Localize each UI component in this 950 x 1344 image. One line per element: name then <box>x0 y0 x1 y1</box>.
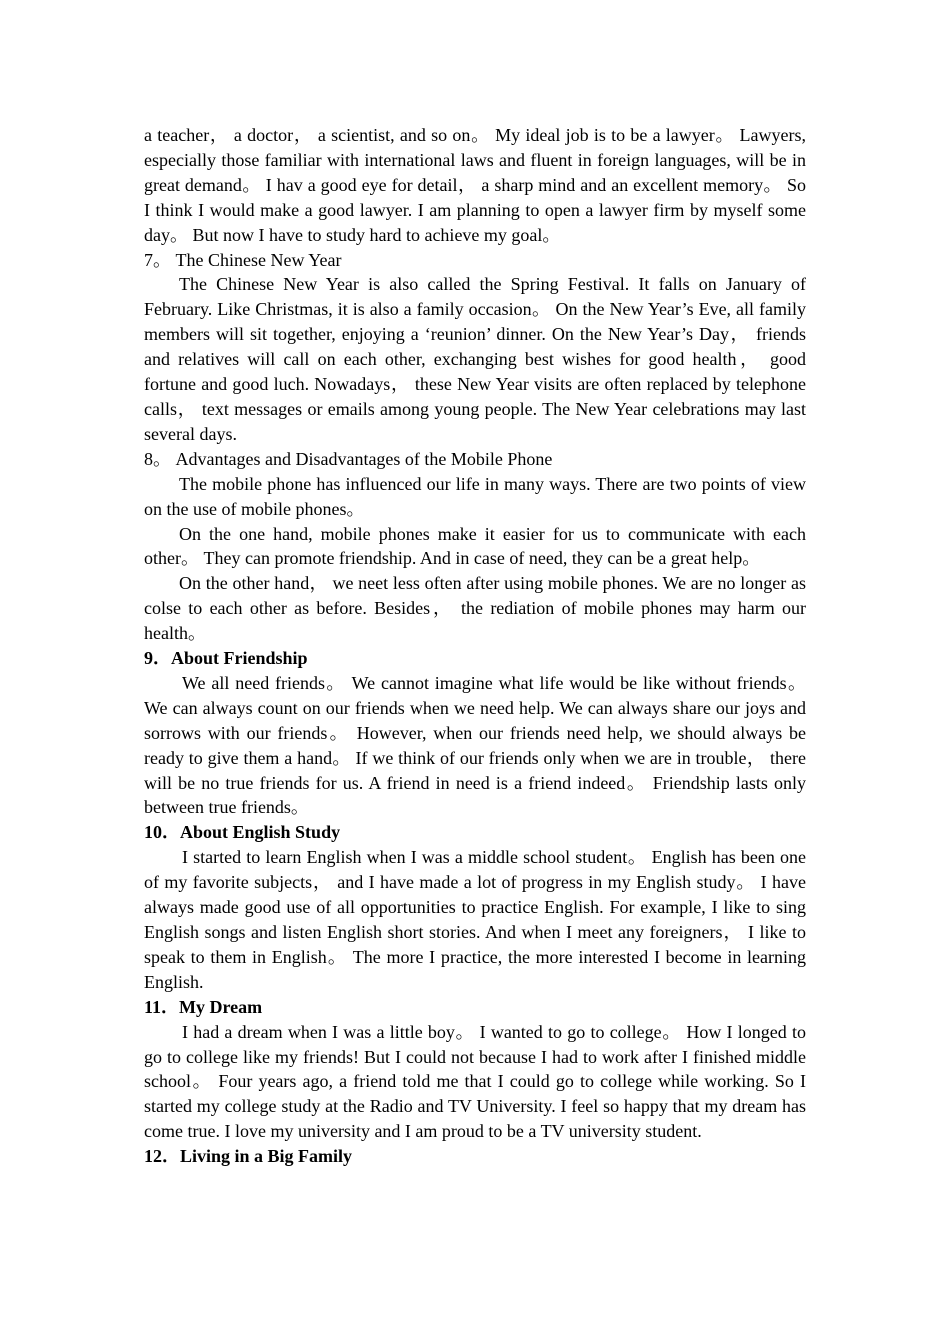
document-page <box>144 123 806 1169</box>
section-9-paragraph-1: We all need friends。 We cannot imagine what life would be like without friends。 We can always count on our friends when we need help. We can always share our joys and sorrows with our friends。 However, when our friends need help, we should always be ready to give them a hand。 If we think of our friends only when we are in trouble， there will be no true friends for us. A friend in need is a friend indeed。 Friendship lasts only between true friends。 <box>144 672 806 818</box>
section-heading-9: 9．About Friendship <box>144 648 308 669</box>
section-heading-10: 10．About English Study <box>144 822 341 843</box>
section-8-paragraph-2: On the one hand, mobile phones make it easier for us to communicate with each other。 They can promote friendship. And in case of need, they can be a great help。 <box>144 523 806 569</box>
intro-paragraph: a teacher， a doctor， a scientist, and so on。 My ideal job is to be a lawyer。 Lawyers, especially those familiar with international laws and fluent in foreign languages, will be in great demand。 I hav a good eye for detail， a sharp mind and an excellent memory。 So I think I would make a good lawyer. I am planning to open a lawyer firm by myself some day。 But now I have to study hard to achieve my goal。 <box>144 125 806 245</box>
section-heading-7: 7。 The Chinese New Year <box>144 249 342 270</box>
section-7-paragraph-1: The Chinese New Year is also called the Spring Festival. It falls on January of February. Like Christmas, it is also a family occasion。 On the New Year’s Eve, all family members will sit together, enjoying a ‘reunion’ dinner. On the New Year’s Day， friends and relatives will call on each other, exchanging best wishes for good health， good fortune and good luch. Nowadays， these New Year visits are often replaced by telephone calls， text messages or emails among young people. The New Year celebrations may last several days. <box>144 274 806 444</box>
section-11-paragraph-1: I had a dream when I was a little boy。 I wanted to go to college。 How I longed to go to college like my friends! But I could not because I had to work after I finished middle school。 Four years ago, a friend told me that I could go to college while working. So I started my college study at the Radio and TV University. I feel so happy that my dream has come true. I love my university and I am proud to be a TV university student. <box>144 1021 806 1142</box>
section-10-paragraph-1: I started to learn English when I was a middle school student。 English has been one of my favorite subjects， and I have made a lot of progress in my English study。 I have always made good use of all opportunities to practice English. For example, I like to sing English songs and listen English short stories. And when I meet any foreigners， I like to speak to them in English。 The more I practice, the more interested I become in learning English. <box>144 847 806 992</box>
section-heading-12: 12．Living in a Big Family <box>144 1146 353 1167</box>
section-heading-11: 11．My Dream <box>144 996 263 1017</box>
section-8-paragraph-1: The mobile phone has influenced our life in many ways. There are two points of view on the use of mobile phones。 <box>144 473 806 519</box>
section-heading-8: 8。 Advantages and Disadvantages of the Mobile Phone <box>144 448 553 469</box>
section-8-paragraph-3: On the other hand， we neet less often after using mobile phones. We are no longer as colse to each other as before. Besides， the rediation of mobile phones may harm our health。 <box>144 573 806 644</box>
